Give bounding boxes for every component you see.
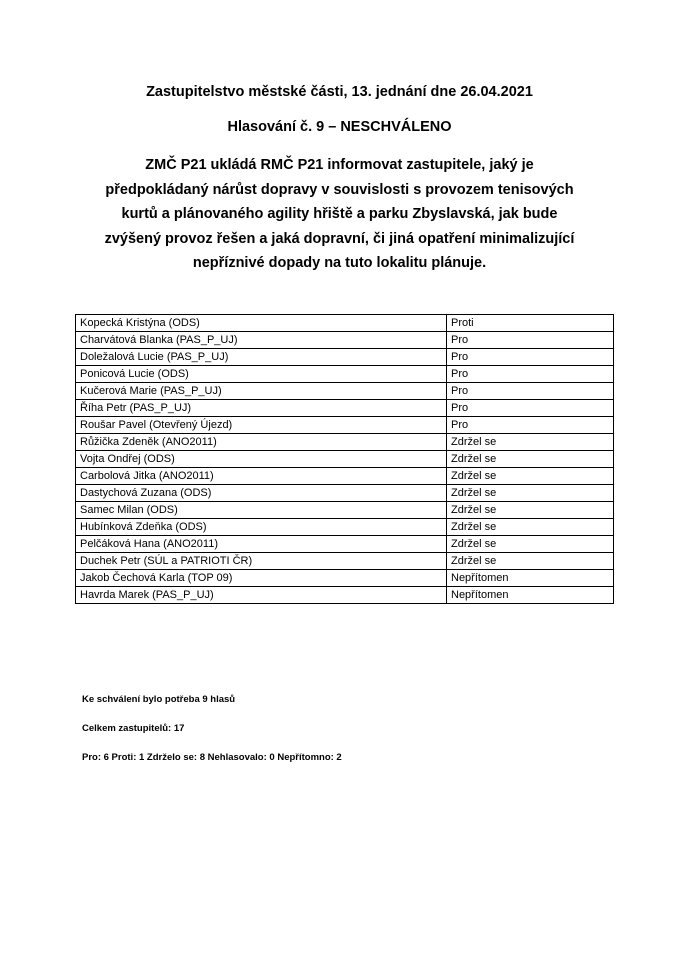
- motion-line: zvýšený provoz řešen a jaká dopravní, či jiná opatření minimalizující: [104, 230, 575, 247]
- member-name: Roušar Pavel (Otevřený Újezd): [76, 417, 447, 434]
- member-vote: Zdržel se: [447, 485, 614, 502]
- member-vote: Zdržel se: [447, 536, 614, 553]
- total-members-text: Celkem zastupitelů: 17: [82, 723, 185, 734]
- table-row: [76, 553, 614, 570]
- member-name: Charvátová Blanka (PAS_P_UJ): [76, 332, 447, 349]
- member-vote: Zdržel se: [447, 451, 614, 468]
- member-name: Kučerová Marie (PAS_P_UJ): [76, 383, 447, 400]
- member-name: Duchek Petr (SÚL a PATRIOTI ČR): [76, 553, 447, 570]
- member-vote: Zdržel se: [447, 502, 614, 519]
- table-row: [76, 366, 614, 383]
- member-vote: Pro: [447, 417, 614, 434]
- member-name: Kopecká Kristýna (ODS): [76, 315, 447, 332]
- motion-line: nepříznivé dopady na tuto lokalitu plánuje.: [192, 255, 487, 271]
- table-row: [76, 536, 614, 553]
- table-row: [76, 315, 614, 332]
- member-vote: Pro: [447, 400, 614, 417]
- motion-line: předpokládaný nárůst dopravy v souvislosti s provozem tenisových: [105, 181, 574, 198]
- table-row: [76, 383, 614, 400]
- table-row: [76, 502, 614, 519]
- document-title: Zastupitelstvo městské části, 13. jednání dne 26.04.2021: [146, 84, 533, 100]
- votes-table: [75, 314, 614, 604]
- votes-needed-text: Ke schválení bylo potřeba 9 hlasů: [82, 694, 236, 705]
- member-name: Růžička Zdeněk (ANO2011): [76, 434, 447, 451]
- member-vote: Nepřítomen: [447, 587, 614, 604]
- member-vote: Zdržel se: [447, 519, 614, 536]
- member-name: Jakob Čechová Karla (TOP 09): [76, 570, 447, 587]
- member-name: Pelčáková Hana (ANO2011): [76, 536, 447, 553]
- member-name: Doležalová Lucie (PAS_P_UJ): [76, 349, 447, 366]
- vote-title: Hlasování č. 9 – NESCHVÁLENO: [227, 119, 452, 135]
- table-row: [76, 400, 614, 417]
- table-row: [76, 485, 614, 502]
- table-row: [76, 349, 614, 366]
- member-vote: Proti: [447, 315, 614, 332]
- member-name: Havrda Marek (PAS_P_UJ): [76, 587, 447, 604]
- member-vote: Zdržel se: [447, 553, 614, 570]
- member-name: Hubínková Zdeňka (ODS): [76, 519, 447, 536]
- table-row: [76, 332, 614, 349]
- table-row: [76, 468, 614, 485]
- member-name: Samec Milan (ODS): [76, 502, 447, 519]
- motion-line: kurtů a plánovaného agility hřiště a parku Zbyslavská, jak bude: [121, 206, 558, 222]
- table-row: [76, 434, 614, 451]
- member-vote: Pro: [447, 349, 614, 366]
- member-vote: Pro: [447, 332, 614, 349]
- member-name: Vojta Ondřej (ODS): [76, 451, 447, 468]
- member-vote: Pro: [447, 366, 614, 383]
- table-row: [76, 417, 614, 434]
- member-vote: Pro: [447, 383, 614, 400]
- member-name: Dastychová Zuzana (ODS): [76, 485, 447, 502]
- member-vote: Zdržel se: [447, 434, 614, 451]
- member-name: Ponicová Lucie (ODS): [76, 366, 447, 383]
- table-row: [76, 587, 614, 604]
- motion-line: ZMČ P21 ukládá RMČ P21 informovat zastupitele, jaký je: [145, 157, 534, 173]
- table-row: [76, 451, 614, 468]
- member-vote: Zdržel se: [447, 468, 614, 485]
- motion-text: [60, 153, 619, 276]
- table-row: [76, 519, 614, 536]
- vote-counts-text: Pro: 6 Proti: 1 Zdrželo se: 8 Nehlasovalo: 0 Nepřítomno: 2: [82, 752, 342, 763]
- member-name: Carbolová Jitka (ANO2011): [76, 468, 447, 485]
- table-row: [76, 570, 614, 587]
- member-name: Říha Petr (PAS_P_UJ): [76, 400, 447, 417]
- member-vote: Nepřítomen: [447, 570, 614, 587]
